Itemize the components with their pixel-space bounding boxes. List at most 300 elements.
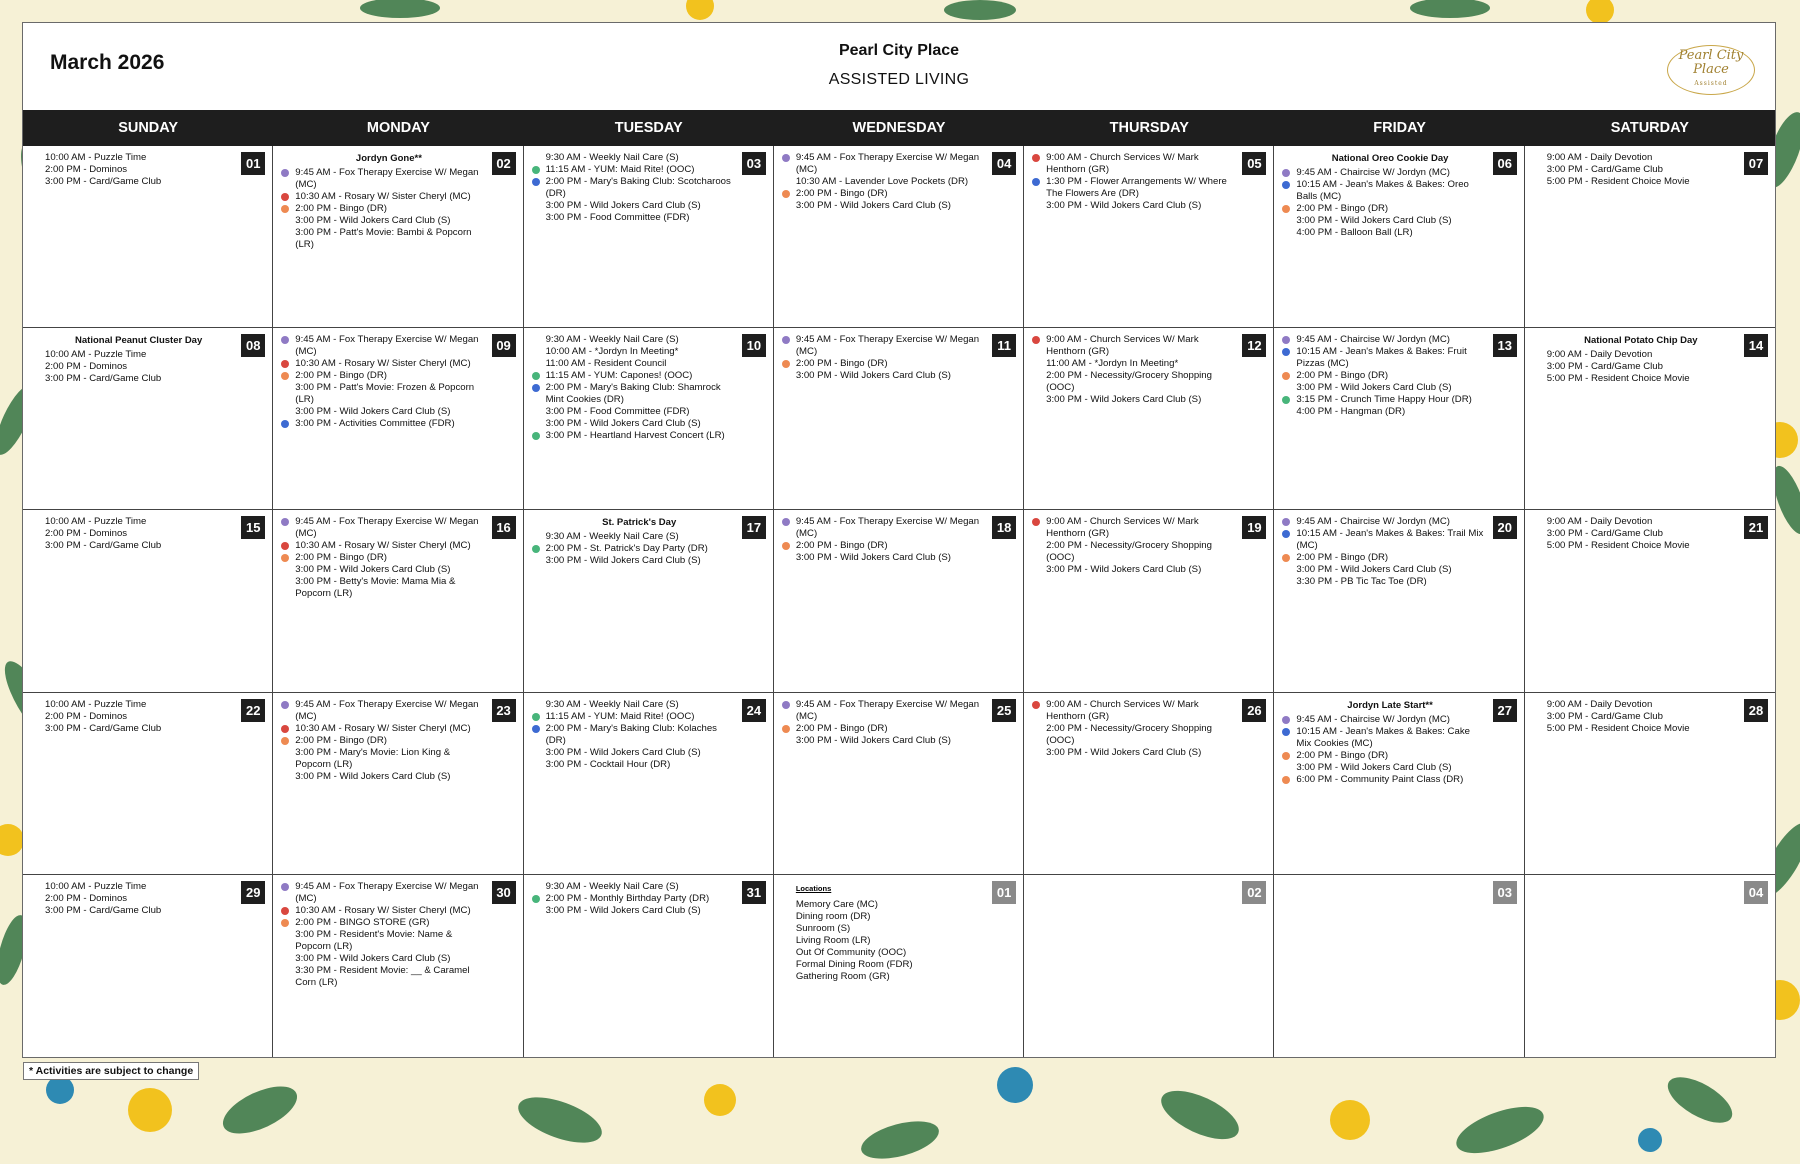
event-text: 9:30 AM - Weekly Nail Care (S) xyxy=(545,698,679,710)
day-cell[interactable] xyxy=(774,693,1024,875)
day-cell[interactable] xyxy=(273,146,523,328)
event-item xyxy=(1296,215,1483,227)
day-cell[interactable] xyxy=(774,875,1024,1057)
location-item xyxy=(796,923,983,935)
category-dot-icon xyxy=(281,336,289,344)
org-subtitle: ASSISTED LIVING xyxy=(828,71,970,88)
event-item xyxy=(546,334,733,346)
logo-line-1: Pearl City xyxy=(1678,48,1744,63)
event-item xyxy=(1046,540,1233,564)
event-item xyxy=(45,881,232,893)
event-text: 9:45 AM - Fox Therapy Exercise W/ Megan (MC) xyxy=(795,516,980,540)
event-text: 9:30 AM - Weekly Nail Care (S) xyxy=(545,880,679,892)
event-text: 3:00 PM - Wild Jokers Card Club (S) xyxy=(545,200,701,211)
event-text: 3:00 PM - Patt's Movie: Frozen & Popcorn (LR) xyxy=(295,382,475,406)
location-item xyxy=(796,959,983,971)
day-number: 05 xyxy=(1242,152,1266,175)
event-item xyxy=(1296,516,1483,528)
event-text: 2:00 PM - Dominos xyxy=(45,361,128,373)
event-text: 10:00 AM - Puzzle Time xyxy=(45,152,147,163)
event-text: 3:00 PM - Activities Committee (FDR) xyxy=(295,418,455,430)
day-cell[interactable] xyxy=(524,146,774,328)
event-item xyxy=(1547,516,1735,528)
category-dot-icon xyxy=(281,169,289,177)
event-text: 2:00 PM - Bingo (DR) xyxy=(1296,370,1389,382)
event-item xyxy=(295,358,482,370)
event-text: 9:45 AM - Fox Therapy Exercise W/ Megan (MC) xyxy=(295,334,479,358)
day-cell[interactable] xyxy=(1024,693,1274,875)
event-item xyxy=(1296,726,1483,750)
event-item xyxy=(45,176,232,188)
event-item xyxy=(1547,361,1735,373)
event-text: 2:00 PM - St. Patrick's Day Party (DR) xyxy=(545,543,708,555)
event-text: 10:30 AM - Lavender Love Pockets (DR) xyxy=(795,176,969,187)
event-text: 3:00 PM - Wild Jokers Card Club (S) xyxy=(545,746,701,758)
day-number: 28 xyxy=(1744,699,1768,722)
category-dot-icon xyxy=(1282,396,1290,404)
event-item xyxy=(1046,394,1233,406)
event-text: 11:15 AM - YUM: Capones! (OOC) xyxy=(545,370,693,382)
category-dot-icon xyxy=(281,360,289,368)
event-item xyxy=(295,929,482,953)
calendar-grid xyxy=(23,146,1775,1057)
event-item xyxy=(1296,576,1483,588)
day-cell[interactable] xyxy=(1274,693,1524,875)
category-dot-icon xyxy=(532,432,540,440)
event-item xyxy=(1296,167,1483,179)
category-dot-icon xyxy=(1282,169,1290,177)
category-dot-icon xyxy=(532,713,540,721)
category-dot-icon xyxy=(1282,518,1290,526)
location-item xyxy=(796,947,983,959)
event-item xyxy=(796,723,983,735)
event-item xyxy=(295,771,482,783)
event-text: 3:00 PM - Wild Jokers Card Club (S) xyxy=(795,734,951,746)
event-item xyxy=(45,905,232,917)
day-cell[interactable] xyxy=(1024,146,1274,328)
day-cell[interactable] xyxy=(23,510,273,692)
event-text: 9:30 AM - Weekly Nail Care (S) xyxy=(545,152,679,163)
day-cell[interactable] xyxy=(23,328,273,510)
event-text: 2:00 PM - Mary's Baking Club: Kolaches (DR) xyxy=(545,722,717,746)
day-cell[interactable] xyxy=(273,510,523,692)
event-item xyxy=(295,418,482,430)
event-text: 3:00 PM - Card/Game Club xyxy=(1546,361,1663,373)
event-text: 3:00 PM - Wild Jokers Card Club (S) xyxy=(295,952,451,964)
event-text: 9:45 AM - Fox Therapy Exercise W/ Megan (MC) xyxy=(295,880,479,904)
event-text: 5:00 PM - Resident Choice Movie xyxy=(1546,176,1690,187)
category-dot-icon xyxy=(281,372,289,380)
event-text: 3:00 PM - Wild Jokers Card Club (S) xyxy=(545,418,701,430)
day-number: 24 xyxy=(742,699,766,722)
weekday-monday: MONDAY xyxy=(366,120,430,136)
day-cell[interactable] xyxy=(273,328,523,510)
event-item xyxy=(1296,552,1483,564)
event-text: 9:00 AM - Church Services W/ Mark Henthorn (GR) xyxy=(1046,152,1199,175)
event-item xyxy=(295,215,482,227)
event-text: 3:00 PM - Wild Jokers Card Club (S) xyxy=(545,904,701,916)
event-text: 9:00 AM - Church Services W/ Mark Henthorn (GR) xyxy=(1046,334,1199,358)
day-cell[interactable] xyxy=(1274,875,1524,1057)
day-number: 03 xyxy=(1493,881,1517,904)
day-number: 03 xyxy=(742,152,766,175)
event-item xyxy=(546,430,733,442)
day-number: 31 xyxy=(742,881,766,904)
day-number: 16 xyxy=(492,516,516,539)
day-cell[interactable] xyxy=(23,693,273,875)
category-dot-icon xyxy=(532,895,540,903)
event-item xyxy=(546,176,733,200)
category-dot-icon xyxy=(281,518,289,526)
day-cell[interactable] xyxy=(1024,328,1274,510)
event-item xyxy=(295,227,482,251)
event-text: 2:00 PM - Bingo (DR) xyxy=(795,188,888,199)
event-item xyxy=(1547,152,1735,164)
logo-small: Assisted xyxy=(1694,80,1728,87)
event-item xyxy=(295,576,482,600)
event-item xyxy=(1046,200,1233,212)
event-item xyxy=(796,152,983,176)
day-number: 23 xyxy=(492,699,516,722)
event-item xyxy=(796,176,983,188)
event-item xyxy=(295,881,482,905)
event-item xyxy=(546,418,733,430)
event-item xyxy=(546,152,733,164)
event-item xyxy=(295,747,482,771)
event-item xyxy=(546,723,733,747)
category-dot-icon xyxy=(1032,178,1040,186)
event-item xyxy=(45,893,232,905)
category-dot-icon xyxy=(281,725,289,733)
event-item xyxy=(546,555,733,567)
event-item xyxy=(546,905,733,917)
event-item xyxy=(546,406,733,418)
event-text: 3:00 PM - Wild Jokers Card Club (S) xyxy=(1046,746,1202,758)
event-item xyxy=(295,406,482,418)
event-item xyxy=(1046,516,1233,540)
category-dot-icon xyxy=(1282,728,1290,736)
event-text: 9:45 AM - Fox Therapy Exercise W/ Megan (MC) xyxy=(295,167,479,190)
day-number: 26 xyxy=(1242,699,1266,722)
event-item xyxy=(546,893,733,905)
day-number: 30 xyxy=(492,881,516,904)
category-dot-icon xyxy=(1282,530,1290,538)
event-text: 2:00 PM - Mary's Baking Club: Shamrock Mint Cookies (DR) xyxy=(545,382,721,406)
event-text: 10:30 AM - Rosary W/ Sister Cheryl (MC) xyxy=(295,722,471,734)
category-dot-icon xyxy=(1032,701,1040,709)
event-item xyxy=(546,759,733,771)
day-cell[interactable] xyxy=(524,510,774,692)
event-text: 2:00 PM - Bingo (DR) xyxy=(295,370,387,382)
day-cell[interactable] xyxy=(1525,510,1775,692)
event-text: 3:00 PM - Wild Jokers Card Club (S) xyxy=(295,215,451,226)
event-text: 10:15 AM - Jean's Makes & Bakes: Fruit Pizzas (MC) xyxy=(1296,346,1467,370)
event-item xyxy=(45,528,232,540)
event-item xyxy=(1046,370,1233,394)
day-number: 04 xyxy=(1744,881,1768,904)
event-text: 3:00 PM - Card/Game Club xyxy=(45,176,162,187)
day-cell[interactable] xyxy=(23,875,273,1057)
day-number: 19 xyxy=(1242,516,1266,539)
event-item xyxy=(546,212,733,224)
day-number: 14 xyxy=(1744,334,1768,357)
event-item xyxy=(1547,176,1735,188)
category-dot-icon xyxy=(532,372,540,380)
day-cell[interactable] xyxy=(273,875,523,1057)
event-item xyxy=(796,358,983,370)
category-dot-icon xyxy=(782,518,790,526)
event-text: 10:00 AM - Puzzle Time xyxy=(45,516,147,528)
event-item xyxy=(45,711,232,723)
event-text: 3:00 PM - Food Committee (FDR) xyxy=(545,212,690,223)
category-dot-icon xyxy=(532,725,540,733)
event-item xyxy=(1296,227,1483,239)
day-cell[interactable] xyxy=(23,146,273,328)
event-item xyxy=(45,361,232,373)
event-item xyxy=(796,188,983,200)
event-item xyxy=(1296,774,1483,786)
event-text: 11:15 AM - YUM: Maid Rite! (OOC) xyxy=(545,710,695,722)
day-cell[interactable] xyxy=(774,510,1024,692)
event-item xyxy=(295,167,482,191)
event-item xyxy=(1547,373,1735,385)
event-text: 3:00 PM - Wild Jokers Card Club (S) xyxy=(1046,394,1202,406)
event-text: 9:45 AM - Fox Therapy Exercise W/ Megan (MC) xyxy=(795,698,980,722)
pearl-city-logo xyxy=(1667,45,1755,95)
category-dot-icon xyxy=(1032,336,1040,344)
event-text: Formal Dining Room (FDR) xyxy=(795,958,913,970)
weekday-wednesday: WEDNESDAY xyxy=(852,120,946,136)
event-text: Gathering Room (GR) xyxy=(795,970,890,982)
event-text: 9:45 AM - Chaircise W/ Jordyn (MC) xyxy=(1296,334,1450,346)
category-dot-icon xyxy=(281,701,289,709)
event-item xyxy=(796,334,983,358)
event-text: 3:00 PM - Card/Game Club xyxy=(1546,528,1663,540)
day-number: 09 xyxy=(492,334,516,357)
day-cell[interactable] xyxy=(1525,693,1775,875)
day-cell[interactable] xyxy=(524,693,774,875)
event-item xyxy=(546,200,733,212)
category-dot-icon xyxy=(281,542,289,550)
category-dot-icon xyxy=(1282,181,1290,189)
event-text: 3:00 PM - Wild Jokers Card Club (S) xyxy=(1296,215,1452,226)
category-dot-icon xyxy=(281,420,289,428)
event-text: 10:30 AM - Rosary W/ Sister Cheryl (MC) xyxy=(295,191,471,202)
event-text: 9:45 AM - Chaircise W/ Jordyn (MC) xyxy=(1296,713,1450,725)
weekday-sunday: SUNDAY xyxy=(118,120,179,136)
event-text: 9:00 AM - Church Services W/ Mark Henthorn (GR) xyxy=(1046,698,1199,722)
day-number: 06 xyxy=(1493,152,1517,175)
locations-legend-title: Locations xyxy=(795,883,832,893)
category-dot-icon xyxy=(281,919,289,927)
event-item xyxy=(45,373,232,385)
category-dot-icon xyxy=(532,384,540,392)
event-text: 9:00 AM - Daily Devotion xyxy=(1546,698,1653,710)
event-item xyxy=(295,382,482,406)
event-text: 3:00 PM - Wild Jokers Card Club (S) xyxy=(795,200,951,211)
event-text: 3:00 PM - Cocktail Hour (DR) xyxy=(545,758,671,770)
event-text: 3:00 PM - Card/Game Club xyxy=(1546,164,1663,175)
event-item xyxy=(295,540,482,552)
day-number: 01 xyxy=(241,152,265,175)
event-item xyxy=(1296,528,1483,552)
event-text: 3:00 PM - Wild Jokers Card Club (S) xyxy=(1296,564,1452,576)
day-number: 22 xyxy=(241,699,265,722)
day-cell[interactable] xyxy=(774,146,1024,328)
event-item xyxy=(45,349,232,361)
category-dot-icon xyxy=(532,545,540,553)
category-dot-icon xyxy=(782,154,790,162)
event-item xyxy=(295,516,482,540)
event-text: 10:15 AM - Jean's Makes & Bakes: Trail Mix (MC) xyxy=(1296,528,1484,552)
day-cell[interactable] xyxy=(524,875,774,1057)
event-item xyxy=(1547,164,1735,176)
event-item xyxy=(45,516,232,528)
event-item xyxy=(1296,714,1483,726)
event-item xyxy=(1296,179,1483,203)
day-title: National Potato Chip Day xyxy=(1584,335,1698,347)
category-dot-icon xyxy=(1032,154,1040,162)
event-item xyxy=(1296,750,1483,762)
event-text: 2:00 PM - Bingo (DR) xyxy=(1296,203,1389,214)
category-dot-icon xyxy=(782,336,790,344)
event-item xyxy=(546,164,733,176)
event-text: 2:00 PM - Dominos xyxy=(45,710,128,722)
event-item xyxy=(546,346,733,358)
category-dot-icon xyxy=(1282,205,1290,213)
event-item xyxy=(1046,358,1233,370)
event-item xyxy=(546,699,733,711)
category-dot-icon xyxy=(782,725,790,733)
event-text: 4:00 PM - Hangman (DR) xyxy=(1296,406,1406,418)
event-text: 3:00 PM - Wild Jokers Card Club (S) xyxy=(1046,564,1202,576)
day-cell[interactable] xyxy=(273,693,523,875)
event-text: 1:30 PM - Flower Arrangements W/ Where The Flowers Are (DR) xyxy=(1046,176,1227,199)
event-item xyxy=(1046,176,1233,200)
event-text: 3:00 PM - Wild Jokers Card Club (S) xyxy=(1296,761,1452,773)
day-cell[interactable] xyxy=(1024,510,1274,692)
event-text: 2:00 PM - Dominos xyxy=(45,528,128,540)
category-dot-icon xyxy=(782,701,790,709)
event-item xyxy=(546,358,733,370)
event-item xyxy=(546,747,733,759)
event-item xyxy=(45,699,232,711)
event-text: 9:45 AM - Fox Therapy Exercise W/ Megan (MC) xyxy=(295,698,479,722)
day-title: Jordyn Gone** xyxy=(355,153,422,164)
event-item xyxy=(295,191,482,203)
event-text: 9:45 AM - Fox Therapy Exercise W/ Megan (MC) xyxy=(795,152,980,175)
event-item xyxy=(295,917,482,929)
event-item xyxy=(295,552,482,564)
event-text: 2:00 PM - BINGO STORE (GR) xyxy=(295,916,430,928)
category-dot-icon xyxy=(281,883,289,891)
event-text: 3:00 PM - Card/Game Club xyxy=(45,722,162,734)
logo-line-2: Place xyxy=(1693,62,1729,77)
day-cell[interactable] xyxy=(1274,510,1524,692)
event-item xyxy=(546,711,733,723)
day-number: 27 xyxy=(1493,699,1517,722)
event-text: 3:00 PM - Wild Jokers Card Club (S) xyxy=(295,564,451,576)
event-text: Dining room (DR) xyxy=(795,910,871,922)
event-text: 3:00 PM - Wild Jokers Card Club (S) xyxy=(795,552,951,564)
event-item xyxy=(796,699,983,723)
day-cell[interactable] xyxy=(1525,875,1775,1057)
event-item xyxy=(1046,699,1233,723)
day-number: 01 xyxy=(992,881,1016,904)
event-item xyxy=(796,370,983,382)
day-cell[interactable] xyxy=(1024,875,1274,1057)
event-item xyxy=(796,552,983,564)
event-text: 3:00 PM - Card/Game Club xyxy=(45,373,162,385)
event-item xyxy=(295,965,482,989)
day-number: 21 xyxy=(1744,516,1768,539)
day-cell[interactable] xyxy=(774,328,1024,510)
event-text: 3:00 PM - Patt's Movie: Bambi & Popcorn (LR) xyxy=(295,227,472,250)
event-text: 9:00 AM - Church Services W/ Mark Henthorn (GR) xyxy=(1046,516,1199,540)
event-text: 3:30 PM - PB Tic Tac Toe (DR) xyxy=(1296,576,1427,588)
category-dot-icon xyxy=(532,166,540,174)
month-title: March 2026 xyxy=(50,51,165,74)
event-item xyxy=(295,735,482,747)
event-item xyxy=(1296,382,1483,394)
event-item xyxy=(295,905,482,917)
event-item xyxy=(295,370,482,382)
category-dot-icon xyxy=(281,205,289,213)
day-cell[interactable] xyxy=(1274,328,1524,510)
event-text: 10:00 AM - Puzzle Time xyxy=(45,880,147,892)
weekday-header-row xyxy=(23,110,1775,146)
location-item xyxy=(796,935,983,947)
event-item xyxy=(295,203,482,215)
day-cell[interactable] xyxy=(1525,328,1775,510)
event-item xyxy=(1046,152,1233,176)
event-item xyxy=(546,881,733,893)
event-text: 3:15 PM - Crunch Time Happy Hour (DR) xyxy=(1296,394,1472,406)
event-text: 3:00 PM - Wild Jokers Card Club (S) xyxy=(545,555,701,567)
event-text: 2:00 PM - Bingo (DR) xyxy=(295,552,387,564)
event-text: 11:00 AM - Resident Council xyxy=(545,358,667,370)
event-item xyxy=(1296,370,1483,382)
calendar-sheet xyxy=(22,22,1776,1058)
event-text: 2:00 PM - Monthly Birthday Party (DR) xyxy=(545,892,710,904)
event-item xyxy=(295,564,482,576)
event-text: 3:00 PM - Resident's Movie: Name & Popcorn (LR) xyxy=(295,928,453,952)
event-text: 3:00 PM - Betty's Movie: Mama Mia & Popcorn (LR) xyxy=(295,576,456,600)
category-dot-icon xyxy=(281,554,289,562)
category-dot-icon xyxy=(532,178,540,186)
event-item xyxy=(796,200,983,212)
category-dot-icon xyxy=(1282,554,1290,562)
day-cell[interactable] xyxy=(1525,146,1775,328)
day-number: 13 xyxy=(1493,334,1517,357)
event-text: 9:00 AM - Daily Devotion xyxy=(1546,349,1653,361)
event-item xyxy=(1547,699,1735,711)
event-item xyxy=(295,334,482,358)
category-dot-icon xyxy=(281,193,289,201)
event-text: 2:00 PM - Necessity/Grocery Shopping (OOC) xyxy=(1046,540,1212,564)
location-item xyxy=(796,911,983,923)
day-cell[interactable] xyxy=(524,328,774,510)
event-text: 9:00 AM - Daily Devotion xyxy=(1546,516,1653,528)
event-text: 3:00 PM - Card/Game Club xyxy=(45,904,162,916)
event-item xyxy=(1547,349,1735,361)
category-dot-icon xyxy=(1282,372,1290,380)
day-cell[interactable] xyxy=(1274,146,1524,328)
location-item xyxy=(796,899,983,911)
category-dot-icon xyxy=(1282,336,1290,344)
event-item xyxy=(45,152,232,164)
event-text: 2:00 PM - Mary's Baking Club: Scotcharoos (DR) xyxy=(545,176,731,199)
